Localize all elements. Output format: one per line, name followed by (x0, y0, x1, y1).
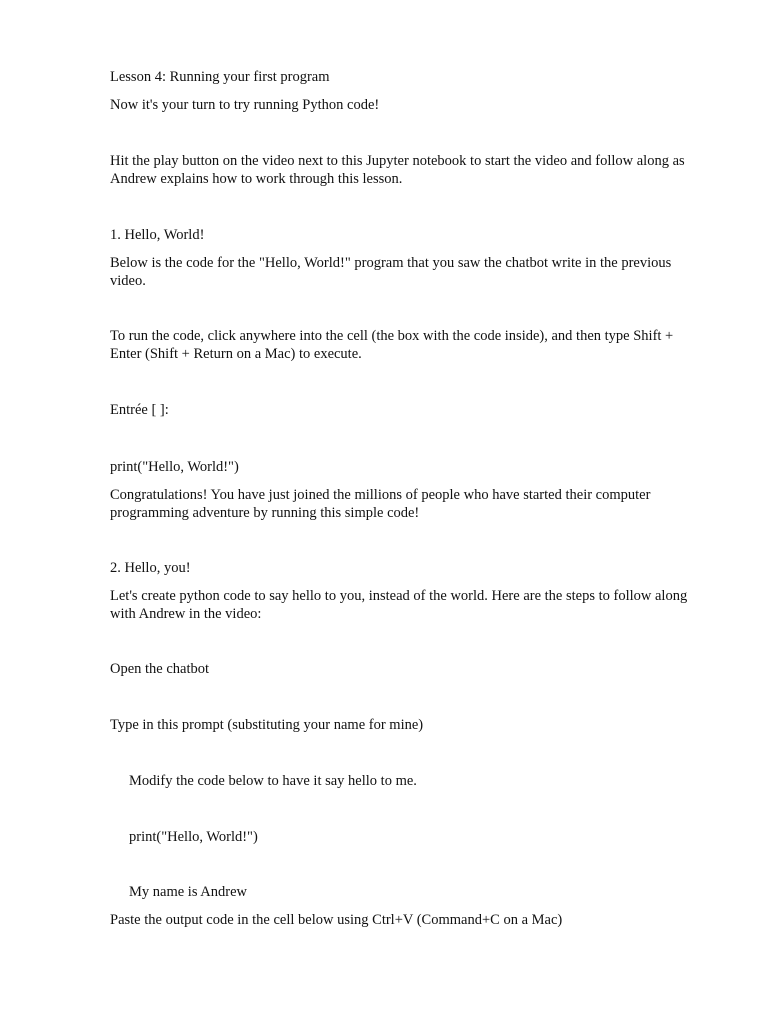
code-cell-hello-world[interactable]: print("Hello, World!") (110, 459, 239, 475)
section1-heading: 1. Hello, World! (110, 227, 205, 243)
section2-heading: 2. Hello, you! (110, 560, 191, 576)
prompt-name: My name is Andrew (129, 884, 247, 900)
instructions-paragraph: Hit the play button on the video next to this Jupyter notebook to start the video and follow along as Andrew explains how to work through this lesson. (110, 153, 685, 187)
prompt-line-modify: Modify the code below to have it say hello to me. (129, 773, 417, 789)
step-paste-output: Paste the output code in the cell below using Ctrl+V (Command+C on a Mac) (110, 912, 563, 928)
run-instructions: To run the code, click anywhere into the cell (the box with the code inside), and then type Shift + Enter (Shift + Return on a Mac) to execute. (110, 328, 674, 362)
intro-text: Now it's your turn to try running Python code! (110, 97, 380, 113)
step-type-prompt: Type in this prompt (substituting your name for mine) (110, 717, 424, 733)
cell-prompt: Entrée [ ]: (110, 402, 169, 418)
congrats-paragraph: Congratulations! You have just joined the millions of people who have started their computer programming adventure by running this simple code! (110, 487, 651, 521)
step-open-chatbot: Open the chatbot (110, 661, 210, 677)
prompt-code: print("Hello, World!") (129, 829, 258, 845)
section1-description: Below is the code for the "Hello, World!" program that you saw the chatbot write in the previous video. (110, 255, 672, 289)
lesson-title: Lesson 4: Running your first program (110, 69, 330, 85)
section2-description: Let's create python code to say hello to you, instead of the world. Here are the steps to follow along with Andrew in the video: (110, 588, 688, 622)
